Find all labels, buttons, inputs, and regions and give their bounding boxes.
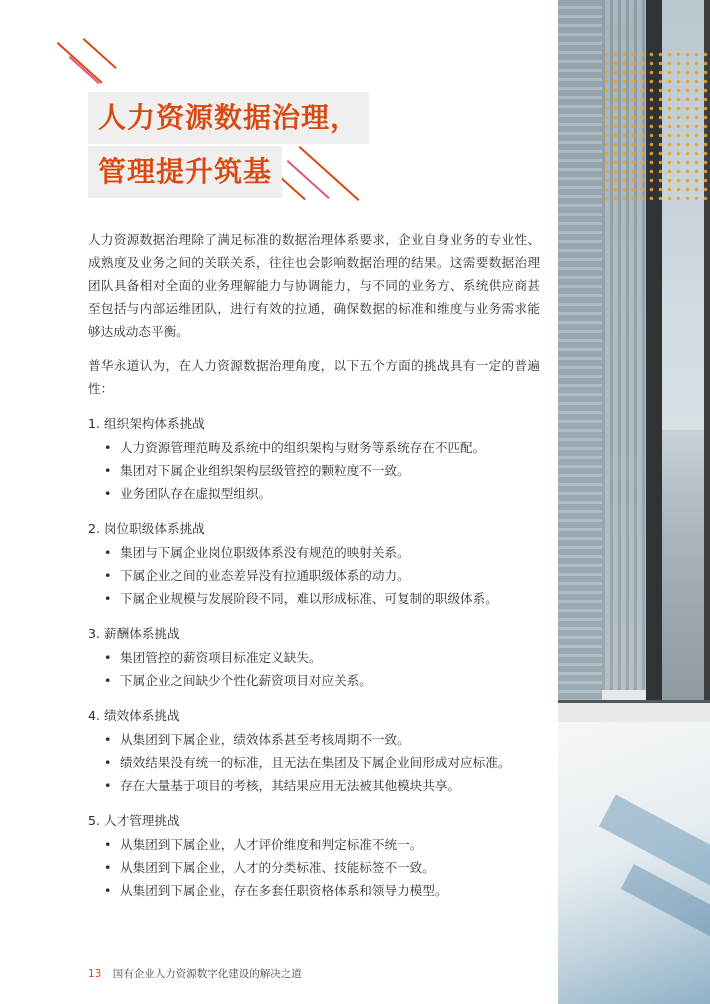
publication-title: 国有企业人力资源数字化建设的解决之道	[112, 968, 302, 980]
section-heading: 2. 岗位职级体系挑战	[88, 521, 205, 536]
list-item: • 集团管控的薪资项目标准定义缺失。	[88, 646, 540, 669]
list-item: • 人力资源管理范畴及系统中的组织架构与财务等系统存在不匹配。	[88, 436, 540, 459]
section-performance	[88, 704, 540, 797]
list-item: • 集团与下属企业岗位职级体系没有规范的映射关系。	[88, 541, 540, 564]
list-item: • 从集团到下属企业，人才的分类标准、技能标签不一致。	[88, 856, 540, 879]
page-title-line1	[88, 92, 369, 144]
list-item: • 从集团到下属企业，绩效体系甚至考核周期不一致。	[88, 728, 540, 751]
page-footer	[88, 966, 302, 981]
list-item: • 下属企业规模与发展阶段不同，难以形成标准、可复制的职级体系。	[88, 587, 540, 610]
main-content	[88, 228, 540, 902]
section-heading: 3. 薪酬体系挑战	[88, 626, 180, 641]
section-heading: 5. 人才管理挑战	[88, 813, 180, 828]
bullet-list	[88, 541, 540, 610]
list-item: • 存在大量基于项目的考核，其结果应用无法被其他模块共享。	[88, 774, 540, 797]
list-item: • 集团对下属企业组织架构层级管控的颗粒度不一致。	[88, 459, 540, 482]
section-compensation	[88, 622, 540, 692]
section-heading: 4. 绩效体系挑战	[88, 708, 180, 723]
title-text-1: 人力资源数据治理，	[98, 101, 360, 134]
intro-paragraph: 人力资源数据治理除了满足标准的数据治理体系要求，企业自身业务的专业性、成熟度及业务之间的关联关系，往往也会影响数据治理的结果。这需要数据治理团队具备相对全面的业务理解能力与协调能力，与不同的业务方、系统供应商甚至包括与内部运维团队，进行有效的拉通，确保数据的标准和维度与业务需求能够达成动态平衡。	[88, 232, 540, 339]
section-talent	[88, 809, 540, 902]
bullet-list	[88, 833, 540, 902]
list-item: • 绩效结果没有统一的标准，且无法在集团及下属企业间形成对应标准。	[88, 751, 540, 774]
list-item: • 从集团到下属企业，人才评价维度和判定标准不统一。	[88, 833, 540, 856]
page-title-line2	[88, 146, 282, 198]
section-organization	[88, 412, 540, 505]
list-item: • 从集团到下属企业，存在多套任职资格体系和领导力模型。	[88, 879, 540, 902]
dot-pattern	[602, 50, 710, 200]
page-number: 13	[88, 968, 102, 980]
bullet-list	[88, 728, 540, 797]
summary-paragraph: 普华永道认为，在人力资源数据治理角度，以下五个方面的挑战具有一定的普遍性：	[88, 358, 540, 396]
list-item: • 业务团队存在虚拟型组织。	[88, 482, 540, 505]
list-item: • 下属企业之间的业态差异没有拉通职级体系的动力。	[88, 564, 540, 587]
bullet-list	[88, 436, 540, 505]
section-job-grade	[88, 517, 540, 610]
list-item: • 下属企业之间缺少个性化薪资项目对应关系。	[88, 669, 540, 692]
bullet-list	[88, 646, 540, 692]
section-heading: 1. 组织架构体系挑战	[88, 416, 205, 431]
title-text-2: 管理提升筑基	[98, 155, 273, 188]
